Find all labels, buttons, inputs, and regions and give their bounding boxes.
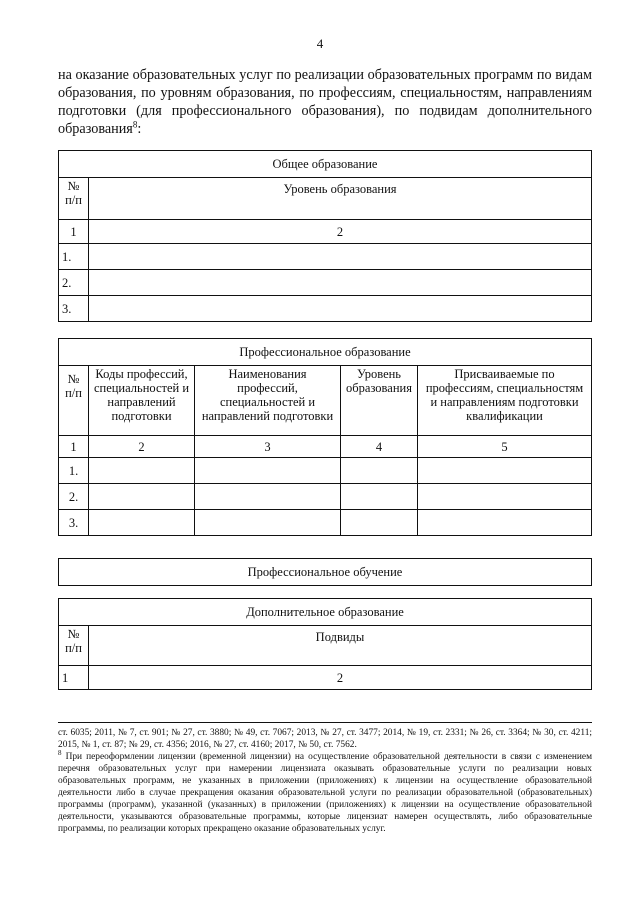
empty-cell[interactable] [341, 484, 418, 510]
column-number: 5 [418, 436, 592, 458]
col-qualifications-header: Присваиваемые по профессиям, специальностям и направлениям подготовки квалификации [418, 366, 592, 436]
empty-cell[interactable] [195, 510, 341, 536]
col-codes-header: Коды профессий, специальностей и направлений подготовки [89, 366, 195, 436]
column-number: 4 [341, 436, 418, 458]
footnote-continuation: ст. 6035; 2011, № 7, ст. 901; № 27, ст. 3880; № 49, ст. 7067; 2013, № 27, ст. 3477; 2014, № 19, ст. 2331; № 26, ст. 3364; № 30, ст. 4211; 2015, № 1, ст. 87; № 29, ст. 4356; 2016, № 27, ст. 4160; 2017, № 50, ст. 7562. [58, 728, 592, 750]
footnote-8 [58, 748, 592, 835]
additional-education-table [58, 598, 592, 690]
row-number: 3. [59, 510, 89, 536]
empty-cell[interactable] [89, 510, 195, 536]
column-number: 2 [89, 666, 592, 690]
empty-cell[interactable] [418, 484, 592, 510]
page-number: 4 [316, 36, 324, 51]
intro-tail: : [137, 121, 142, 137]
empty-cell[interactable] [195, 484, 341, 510]
row-number: 2. [59, 270, 89, 296]
professional-education-title: Профессиональное образование [59, 339, 592, 366]
empty-cell[interactable] [89, 270, 592, 296]
empty-cell[interactable] [89, 296, 592, 322]
empty-cell[interactable] [341, 458, 418, 484]
general-education-table [58, 150, 592, 322]
col-subtypes-header: Подвиды [89, 626, 592, 666]
professional-education-table [58, 338, 592, 536]
column-number: 2 [89, 220, 592, 244]
column-number: 3 [195, 436, 341, 458]
intro-text: на оказание образовательных услуг по реализации образовательных программ по видам образования, по уровням образования, по профессиям, специальностям, направлениям подготовки (для профессионального образования), по подвидам дополнительного образования [58, 67, 592, 137]
column-number: 1 [59, 666, 89, 690]
row-number: 3. [59, 296, 89, 322]
professional-training-title: Профессиональное обучение [59, 559, 592, 586]
empty-cell[interactable] [418, 510, 592, 536]
column-number: 2 [89, 436, 195, 458]
col-number-header: № п/п [59, 626, 89, 666]
col-number-header: № п/п [59, 366, 89, 436]
row-number: 1. [59, 244, 89, 270]
row-number: 2. [59, 484, 89, 510]
row-number: 1. [59, 458, 89, 484]
intro-paragraph [58, 66, 592, 138]
col-level-header: Уровень образования [89, 178, 592, 220]
col-names-header: Наименования профессий, специальностей и направлений подготовки [195, 366, 341, 436]
footnotes [58, 722, 592, 835]
general-education-title: Общее образование [59, 151, 592, 178]
column-number: 1 [59, 220, 89, 244]
empty-cell[interactable] [89, 484, 195, 510]
empty-cell[interactable] [418, 458, 592, 484]
empty-cell[interactable] [89, 458, 195, 484]
professional-training-table [58, 558, 592, 586]
empty-cell[interactable] [195, 458, 341, 484]
col-level-header: Уровень образования [341, 366, 418, 436]
empty-cell[interactable] [89, 244, 592, 270]
footnote-text: При переоформлении лицензии (временной лицензии) на осуществление образовательной деятельности в связи с изменением перечня образовательных услуг при намерении лицензиата оказывать образовательные услуги по реализации новых образовательных программ, не указанных в приложении (приложениях) к лицензии на осуществление образовательной деятельности либо в случае прекращения оказания образовательной услуги по реализации образовательной (образовательных) программы (программ), указанной (указанных) в приложении (приложениях) к лицензии на осуществление образовательной деятельности, указываются образовательные программы, которые лицензиат намерен осуществлять, либо образовательные программы, по реализации которых прекращено оказание образовательных услуг. [58, 752, 592, 834]
column-number: 1 [59, 436, 89, 458]
additional-education-title: Дополнительное образование [59, 599, 592, 626]
footnote-mark: 8 [58, 748, 62, 757]
footnote-ref: 8 [132, 119, 138, 130]
col-number-header: № п/п [59, 178, 89, 220]
empty-cell[interactable] [341, 510, 418, 536]
